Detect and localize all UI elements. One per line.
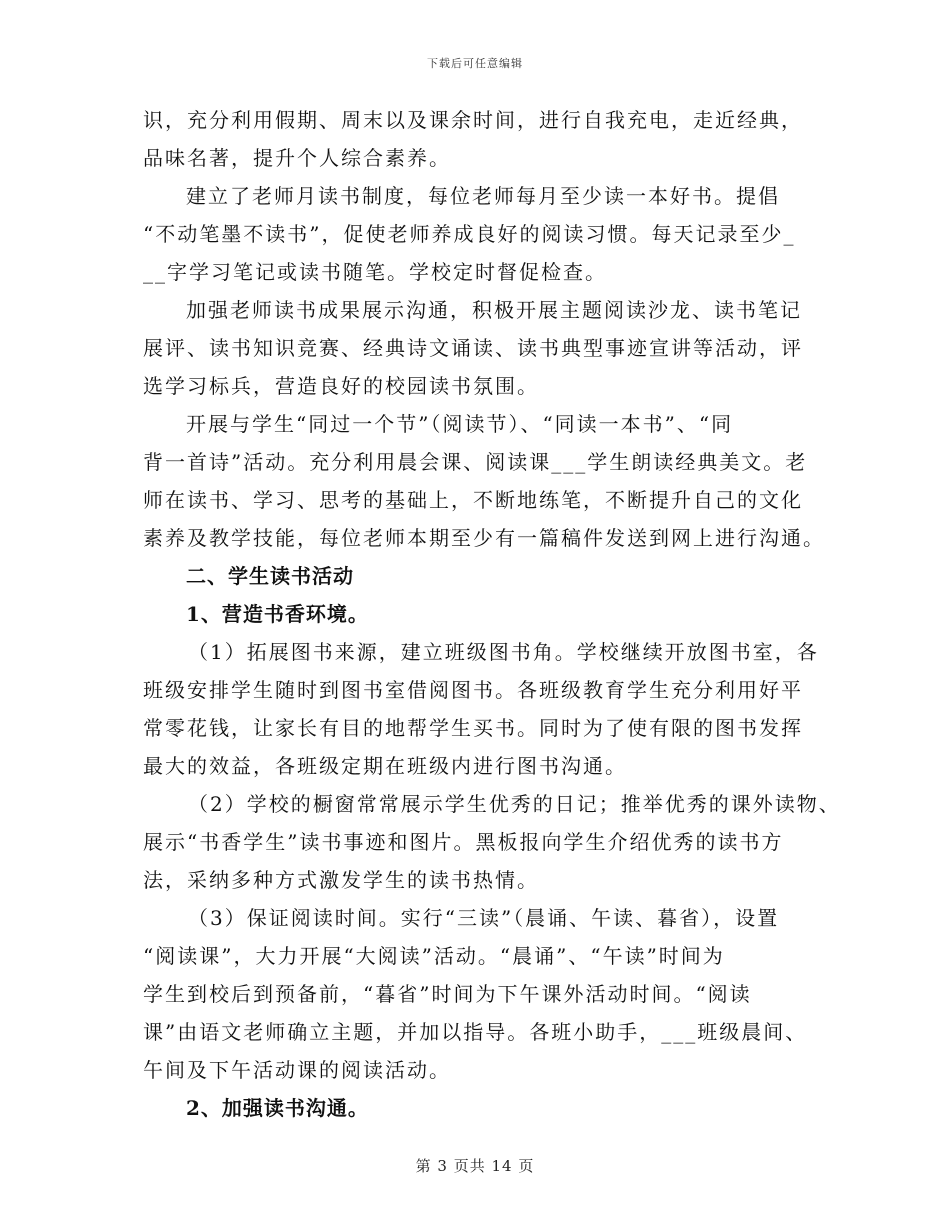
body-line: 常零花钱，让家长有目的地帮学生买书。同时为了使有限的图书发挥 <box>143 716 803 740</box>
document-body <box>143 106 841 1123</box>
body-line: 品味名著，提升个人综合素养。 <box>143 146 451 170</box>
body-line: 班级安排学生随时到图书室借阅图书。各班级教育学生充分利用好平 <box>143 678 803 702</box>
body-line: 学生到校后到预备前，“暮省”时间为下午课外活动时间。“阅读 <box>143 982 752 1006</box>
body-line: 展评、读书知识竞赛、经典诗文诵读、读书典型事迹宣讲等活动，评 <box>143 336 803 360</box>
body-line: 展示“书香学生”读书事迹和图片。黑板报向学生介绍优秀的读书方 <box>143 830 784 854</box>
body-line: 课”由语文老师确立主题，并加以指导。各班小助手，___班级晨间、 <box>143 1020 808 1044</box>
body-line: 选学习标兵，营造良好的校园读书氛围。 <box>143 374 539 398</box>
section-heading: 二、学生读书活动 <box>186 564 354 588</box>
body-line: 识，充分利用假期、周末以及课余时间，进行自我充电，走近经典， <box>143 108 803 132</box>
body-line: 师在读书、学习、思考的基础上，不断地练笔，不断提升自己的文化 <box>143 488 803 512</box>
body-line: 法，采纳多种方式激发学生的读书热情。 <box>143 868 539 892</box>
paragraph-start: （1）拓展图书来源，建立班级图书角。学校继续开放图书室，各 <box>188 640 819 664</box>
subsection-heading: 1、营造书香环境。 <box>186 602 369 626</box>
paragraph-start: 开展与学生“同过一个节”（阅读节）、“同读一本书”、“同 <box>186 412 734 436</box>
page-footer: 第 3 页共 14 页 <box>415 1157 535 1175</box>
paragraph-start: （3）保证阅读时间。实行“三读”（晨诵、午读、暮省），设置 <box>188 906 780 930</box>
subsection-heading: 2、加强读书沟通。 <box>186 1096 369 1120</box>
body-line: “阅读课”，大力开展“大阅读”活动。“晨诵”、“午读”时间为 <box>143 944 725 968</box>
body-line: 午间及下午活动课的阅读活动。 <box>143 1058 451 1082</box>
body-line: 素养及教学技能，每位老师本期至少有一篇稿件发送到网上进行沟通。 <box>143 526 825 550</box>
body-line: “不动笔墨不读书”，促使老师养成良好的阅读习惯。每天记录至少_ <box>143 222 796 246</box>
page-header: 下载后可任意编辑 <box>427 57 523 70</box>
body-line: 最大的效益，各班级定期在班级内进行图书沟通。 <box>143 754 627 778</box>
body-line: __字学习笔记或读书随笔。学校定时督促检查。 <box>143 260 607 284</box>
paragraph-start: 加强老师读书成果展示沟通，积极开展主题阅读沙龙、读书笔记 <box>186 298 802 322</box>
body-line: 背一首诗”活动。充分利用晨会课、阅读课___学生朗读经典美文。老 <box>143 450 808 474</box>
paragraph-start: （2）学校的橱窗常常展示学生优秀的日记；推举优秀的课外读物、 <box>188 792 841 816</box>
paragraph-start: 建立了老师月读书制度，每位老师每月至少读一本好书。提倡 <box>186 184 780 208</box>
